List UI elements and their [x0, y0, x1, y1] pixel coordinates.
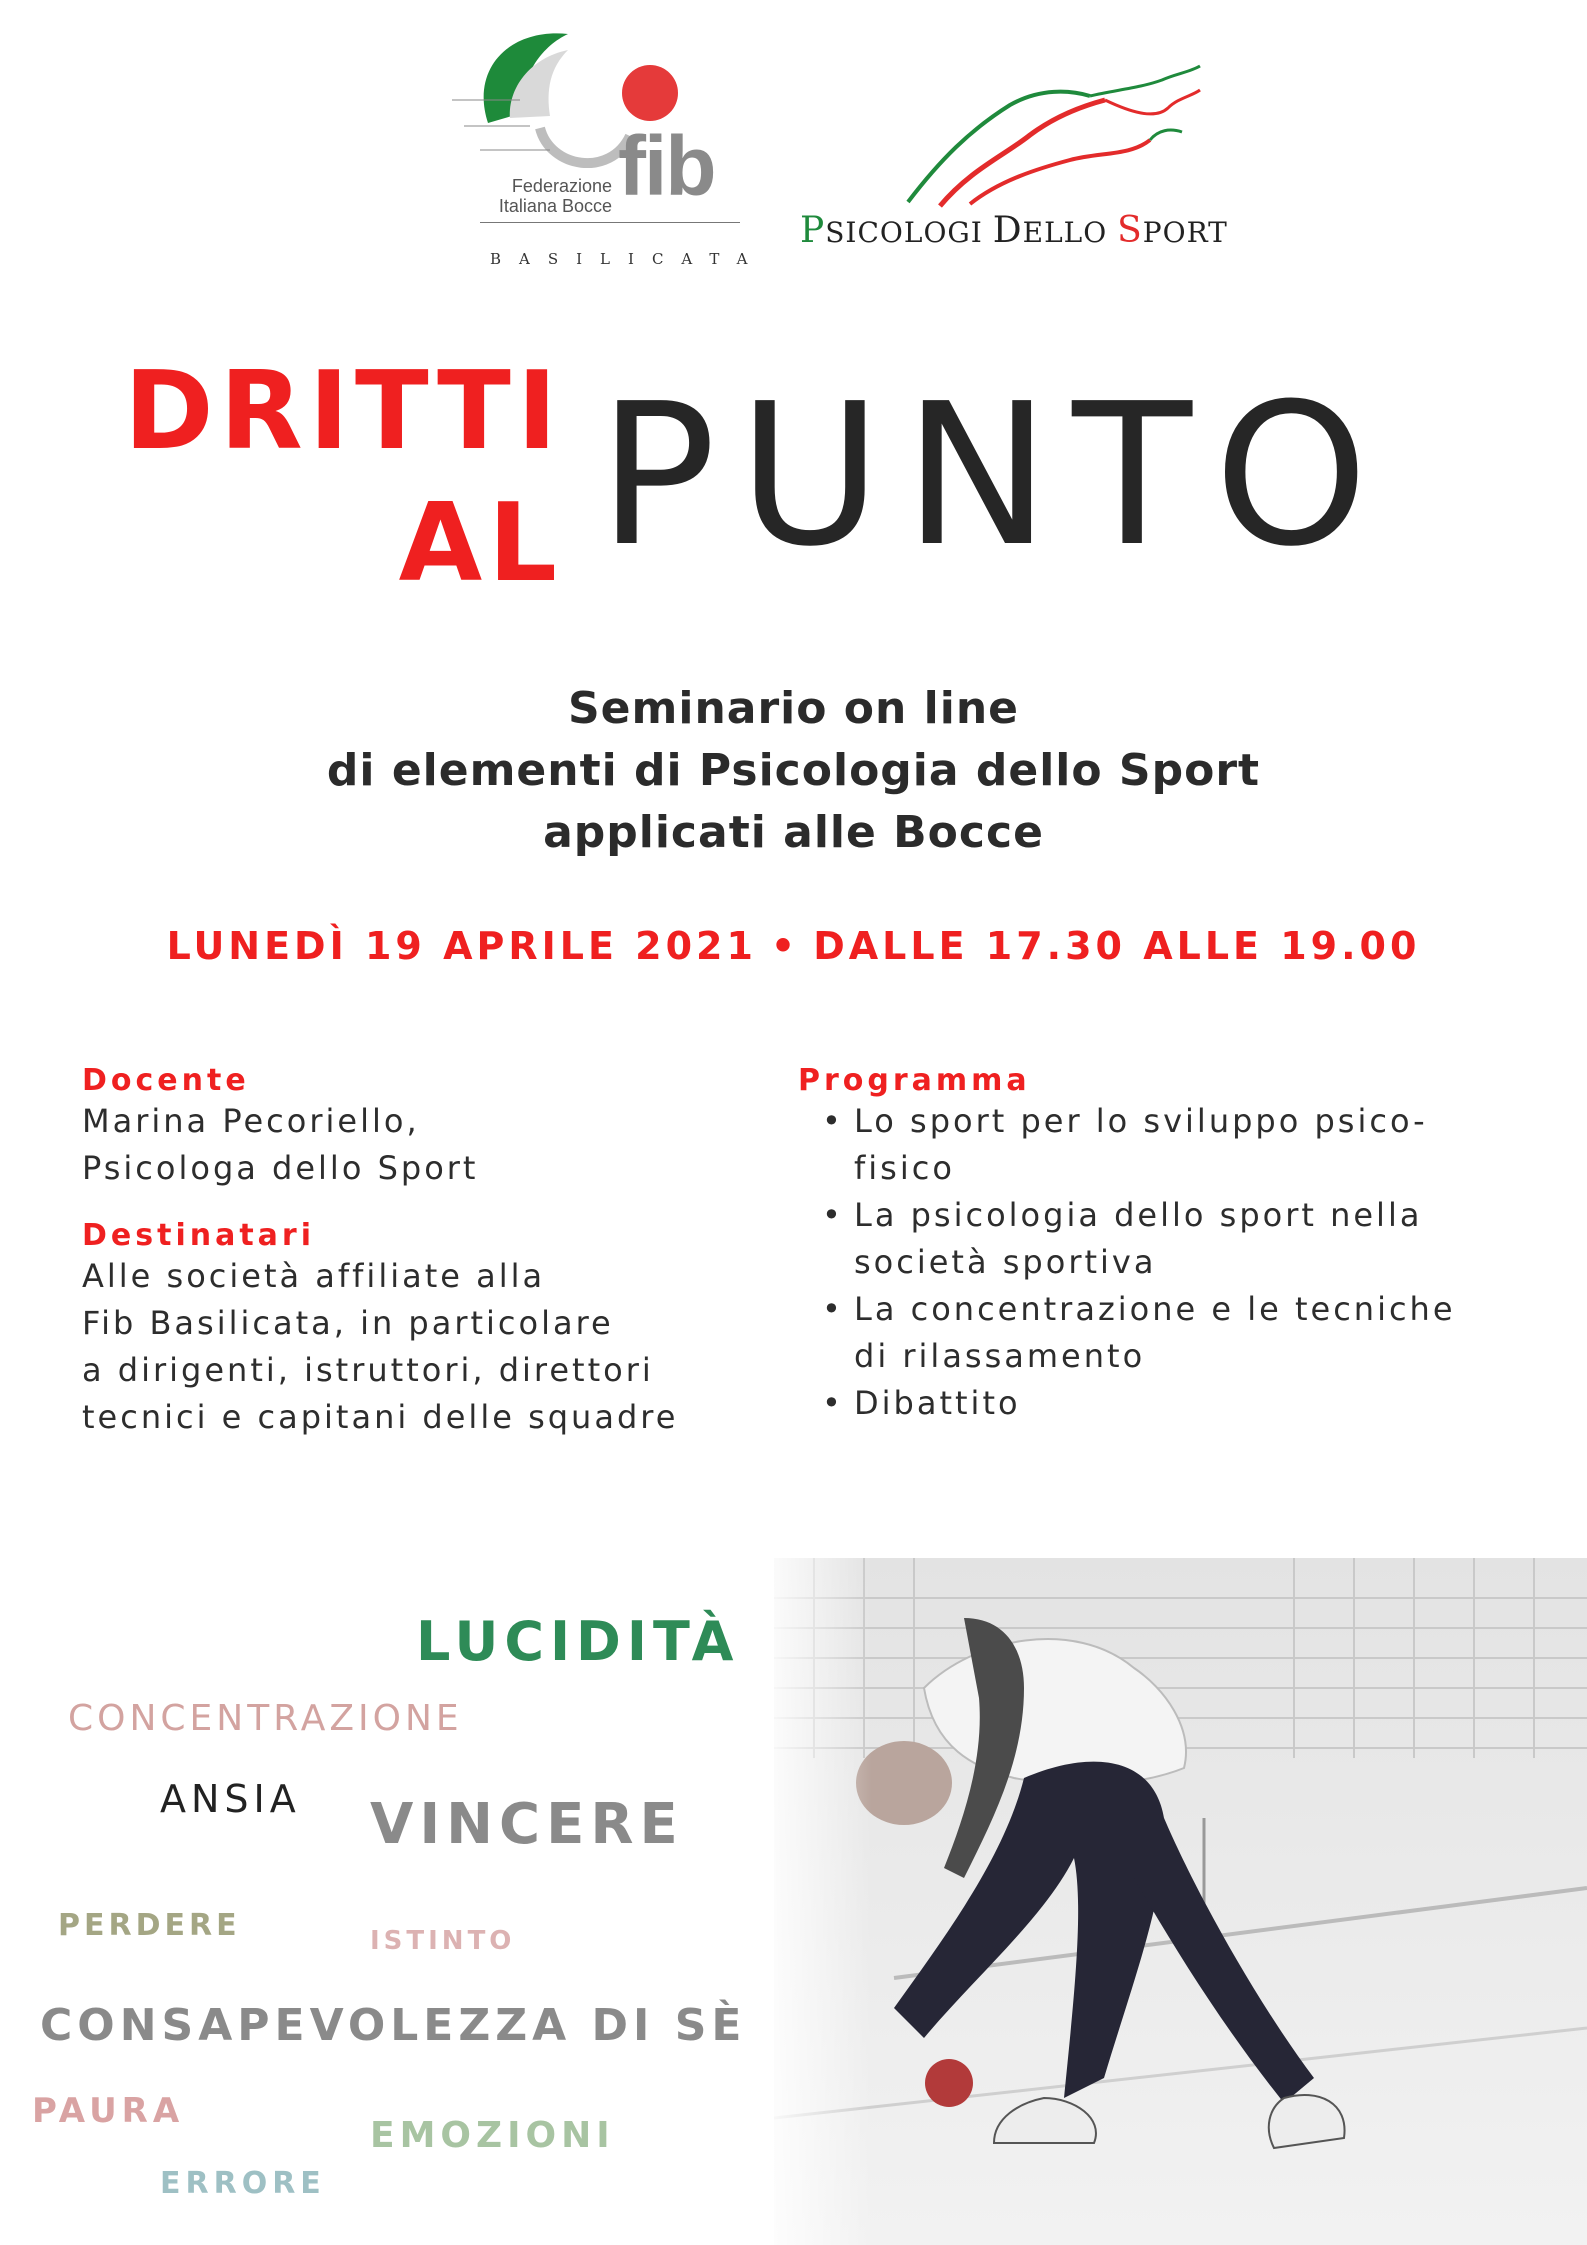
- word-ansia: ANSIA: [160, 1777, 301, 1821]
- programma-item: • La psicologia dello sport nella società sportiva: [822, 1196, 1423, 1281]
- fib-divider: [480, 222, 740, 223]
- programma-item: • Dibattito: [822, 1384, 1021, 1422]
- programma-list: [798, 1098, 1558, 1427]
- word-consapevolezza: CONSAPEVOLEZZA DI SÈ: [40, 2000, 747, 2051]
- word-vincere: VINCERE: [370, 1792, 684, 1857]
- subtitle-line-1: Seminario on line: [567, 683, 1019, 734]
- word-istinto: ISTINTO: [370, 1926, 516, 1956]
- programma-label: Programma: [798, 1063, 1031, 1098]
- fib-region: BASILICATA: [490, 250, 766, 268]
- event-date: LUNEDÌ 19 APRILE 2021: [166, 924, 757, 968]
- event-date-time: [0, 924, 1587, 968]
- word-paura: PAURA: [32, 2091, 185, 2131]
- word-perdere: PERDERE: [58, 1908, 241, 1943]
- title-al: AL: [398, 481, 563, 606]
- info-right-column: [798, 1063, 1558, 1427]
- programma-item: • La concentrazione e le tecniche di rilassamento: [822, 1290, 1456, 1375]
- fib-wordmark: fib: [618, 119, 715, 213]
- psicologi-dello-sport-name: PSICOLOGI DELLO SPORT: [800, 210, 1228, 251]
- subtitle-line-3: applicati alle Bocce: [543, 807, 1044, 858]
- bocce-player-photo: [774, 1558, 1587, 2245]
- subtitle-line-2: di elementi di Psicologia dello Sport: [326, 745, 1261, 796]
- destinatari-label: Destinatari: [82, 1218, 315, 1253]
- date-separator: •: [770, 924, 800, 968]
- docente-label: Docente: [82, 1063, 250, 1098]
- word-emozioni: EMOZIONI: [370, 2115, 615, 2156]
- word-errore: ERRORE: [160, 2166, 326, 2201]
- seminar-subtitle: [0, 678, 1587, 864]
- word-lucidita: LUCIDITÀ: [416, 1610, 740, 1673]
- word-concentrazione: CONCENTRAZIONE: [68, 1698, 463, 1739]
- destinatari-text: Alle società affiliate alla Fib Basilicata, in particolare a dirigenti, istruttori, direttori tecnici e capitani delle squadre: [82, 1257, 679, 1436]
- programma-item: • Lo sport per lo sviluppo psico- fisico: [822, 1102, 1428, 1187]
- fib-federation-line2: Italiana Bocce: [498, 196, 612, 216]
- event-time: DALLE 17.30 ALLE 19.00: [813, 924, 1421, 968]
- title-punto: PUNTO: [598, 362, 1391, 590]
- runner-emblem-icon: [900, 60, 1220, 210]
- title-dritti: DRITTI: [124, 349, 563, 474]
- info-left-column: [82, 1063, 782, 1441]
- fib-basilicata-logo: [450, 28, 766, 268]
- docente-text: Marina Pecoriello, Psicologa dello Sport: [82, 1102, 479, 1187]
- fib-federation-line1: Federazione: [511, 176, 612, 196]
- psicologi-dello-sport-logo: [790, 60, 1250, 260]
